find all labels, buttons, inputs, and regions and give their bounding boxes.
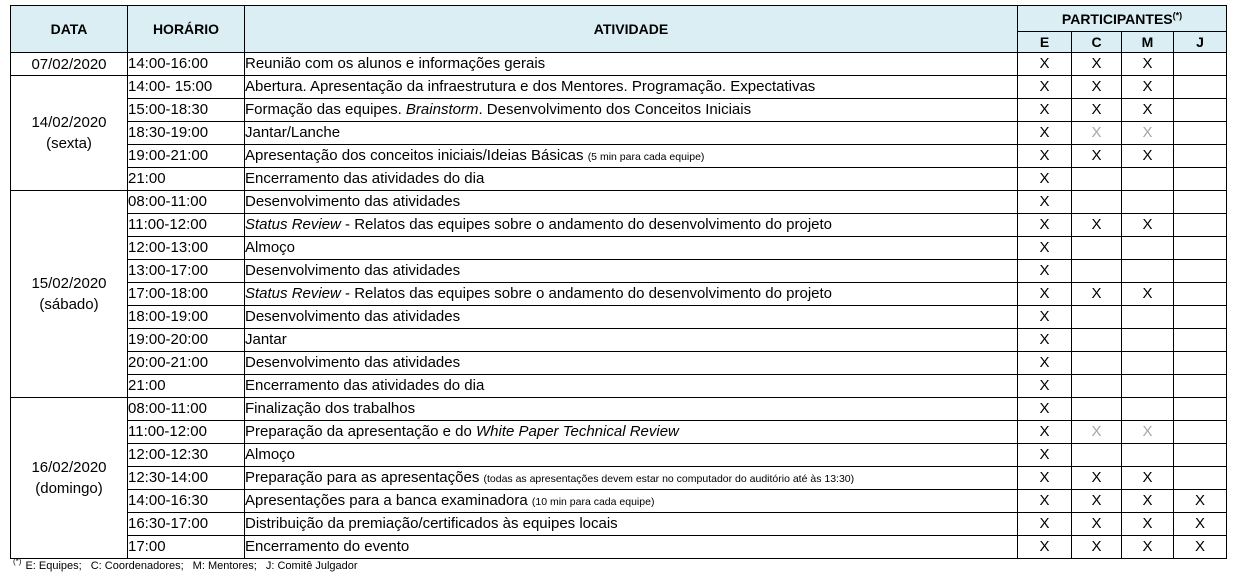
activity-cell (245, 237, 1018, 260)
time-cell: 12:00-12:30 (128, 444, 245, 467)
time-cell: 13:00-17:00 (128, 260, 245, 283)
participant-mark-c (1072, 306, 1122, 329)
participant-mark-e: X (1018, 168, 1072, 191)
participant-mark-m: X (1122, 53, 1174, 76)
activity-cell (245, 145, 1018, 168)
participant-mark-e: X (1018, 260, 1072, 283)
activity-note: (5 min para cada equipe) (587, 150, 705, 163)
activity-text: Desenvolvimento das atividades (245, 354, 461, 371)
participant-mark-j (1174, 168, 1227, 191)
activity-text: Jantar (245, 331, 287, 348)
footnote (13, 559, 367, 574)
schedule-row (11, 306, 1227, 329)
participant-mark-j (1174, 214, 1227, 237)
participant-mark-c (1072, 375, 1122, 398)
date-label: 07/02/2020 (31, 55, 107, 73)
participant-mark-e: X (1018, 99, 1072, 122)
participant-mark-m (1122, 168, 1174, 191)
activity-note: (10 min para cada equipe) (531, 495, 655, 508)
participant-mark-m (1122, 398, 1174, 421)
activity-text: Almoço (245, 446, 296, 463)
participant-mark-e: X (1018, 214, 1072, 237)
activity-text: Reunião com os alunos e informações gerais (245, 55, 546, 72)
weekday-label: (sexta) (46, 135, 92, 152)
participant-mark-m (1122, 260, 1174, 283)
participant-mark-j (1174, 53, 1227, 76)
footnote-item: C: Coordenadores; (90, 560, 184, 572)
participant-mark-m (1122, 375, 1174, 398)
date-cell (11, 53, 128, 76)
time-cell: 14:00- 15:00 (128, 76, 245, 99)
time-cell: 20:00-21:00 (128, 352, 245, 375)
participant-mark-j (1174, 306, 1227, 329)
schedule-row (11, 467, 1227, 490)
participants-label: PARTICIPANTES (1061, 10, 1173, 27)
activity-text: Almoço (245, 239, 296, 256)
activity-text: White Paper Technical Review (476, 423, 679, 440)
activity-cell (245, 260, 1018, 283)
schedule-row (11, 329, 1227, 352)
activity-cell (245, 375, 1018, 398)
participant-mark-e: X (1018, 191, 1072, 214)
participant-mark-m: X (1122, 490, 1174, 513)
schedule-row (11, 513, 1227, 536)
activity-text: Preparação da apresentação e do (245, 423, 476, 440)
participant-mark-e: X (1018, 467, 1072, 490)
time-cell: 11:00-12:00 (128, 421, 245, 444)
participant-mark-e: X (1018, 145, 1072, 168)
participant-mark-c (1072, 329, 1122, 352)
participant-mark-c (1072, 444, 1122, 467)
time-cell: 12:00-13:00 (128, 237, 245, 260)
participant-mark-m: X (1122, 421, 1174, 444)
schedule-row (11, 237, 1227, 260)
activity-cell (245, 398, 1018, 421)
participant-mark-m: X (1122, 467, 1174, 490)
schedule-row (11, 260, 1227, 283)
participant-mark-m: X (1122, 214, 1174, 237)
activity-cell (245, 306, 1018, 329)
activity-cell (245, 214, 1018, 237)
participant-mark-j (1174, 145, 1227, 168)
column-header-time: HORÁRIO (128, 6, 245, 53)
time-cell: 17:00-18:00 (128, 283, 245, 306)
activity-cell (245, 99, 1018, 122)
participants-note-marker: (*) (1172, 9, 1183, 20)
participant-mark-m: X (1122, 76, 1174, 99)
time-cell: 19:00-20:00 (128, 329, 245, 352)
activity-cell (245, 76, 1018, 99)
participant-mark-c (1072, 237, 1122, 260)
participant-mark-e: X (1018, 283, 1072, 306)
participant-mark-j (1174, 398, 1227, 421)
time-cell: 21:00 (128, 375, 245, 398)
activity-text: Desenvolvimento das atividades (245, 193, 461, 210)
column-header-activity: ATIVIDADE (245, 6, 1018, 53)
participant-mark-j: X (1174, 536, 1227, 559)
schedule-row (11, 375, 1227, 398)
participant-mark-j (1174, 283, 1227, 306)
activity-text: Apresentações para a banca examinadora (245, 491, 532, 509)
header-row (11, 6, 1227, 32)
participant-mark-e: X (1018, 352, 1072, 375)
participant-mark-e: X (1018, 536, 1072, 559)
time-cell: 21:00 (128, 168, 245, 191)
participant-mark-e: X (1018, 237, 1072, 260)
schedule-row (11, 168, 1227, 191)
activity-text: Encerramento das atividades do dia (245, 377, 485, 394)
activity-text: Encerramento das atividades do dia (245, 170, 485, 187)
participant-mark-m (1122, 237, 1174, 260)
time-cell: 17:00 (128, 536, 245, 559)
activity-text: Desenvolvimento das atividades (245, 262, 461, 279)
activity-text: Desenvolvimento das atividades (245, 308, 461, 325)
participant-mark-e: X (1018, 513, 1072, 536)
footnote-item: M: Mentores; (192, 560, 257, 572)
footnote-marker: (*) (13, 557, 22, 567)
activity-text: Status Review (245, 285, 341, 302)
schedule-row (11, 536, 1227, 559)
participant-mark-j (1174, 329, 1227, 352)
activity-cell (245, 421, 1018, 444)
participant-mark-j (1174, 76, 1227, 99)
activity-cell (245, 168, 1018, 191)
participant-mark-j (1174, 352, 1227, 375)
column-header-j: J (1174, 32, 1227, 53)
activity-cell (245, 536, 1018, 559)
schedule-body (11, 53, 1227, 559)
activity-text: Brainstorm (405, 101, 479, 118)
schedule-row (11, 145, 1227, 168)
participant-mark-j (1174, 467, 1227, 490)
participant-mark-e: X (1018, 329, 1072, 352)
column-header-c: C (1072, 32, 1122, 53)
activity-note: (todas as apresentações devem estar no computador do auditório até às 13:30) (483, 472, 855, 485)
activity-text: - Relatos das equipes sobre o andamento do desenvolvimento do projeto (340, 216, 833, 233)
schedule-row (11, 283, 1227, 306)
participant-mark-e: X (1018, 122, 1072, 145)
schedule-row (11, 421, 1227, 444)
schedule-row (11, 53, 1227, 76)
participant-mark-m: X (1122, 536, 1174, 559)
time-cell: 14:00-16:30 (128, 490, 245, 513)
time-cell: 18:00-19:00 (128, 306, 245, 329)
activity-cell (245, 490, 1018, 513)
participant-mark-j (1174, 237, 1227, 260)
participant-mark-j (1174, 122, 1227, 145)
participant-mark-c: X (1072, 536, 1122, 559)
column-header-date: DATA (11, 6, 128, 53)
activity-text: Encerramento do evento (245, 538, 410, 555)
participant-mark-j (1174, 99, 1227, 122)
participant-mark-c: X (1072, 145, 1122, 168)
activity-text: Preparação para as apresentações (245, 468, 484, 486)
participant-mark-e: X (1018, 398, 1072, 421)
participant-mark-m: X (1122, 513, 1174, 536)
participant-mark-e: X (1018, 490, 1072, 513)
schedule-row (11, 191, 1227, 214)
participant-mark-j: X (1174, 513, 1227, 536)
time-cell: 14:00-16:00 (128, 53, 245, 76)
weekday-label: (domingo) (35, 480, 103, 497)
activity-cell (245, 444, 1018, 467)
participant-mark-c (1072, 398, 1122, 421)
activity-cell (245, 329, 1018, 352)
participant-mark-j (1174, 421, 1227, 444)
schedule-row (11, 99, 1227, 122)
participant-mark-c (1072, 260, 1122, 283)
column-header-e: E (1018, 32, 1072, 53)
activity-cell (245, 191, 1018, 214)
participant-mark-c (1072, 191, 1122, 214)
participant-mark-j: X (1174, 490, 1227, 513)
activity-cell (245, 513, 1018, 536)
schedule-row (11, 398, 1227, 421)
activity-cell (245, 352, 1018, 375)
time-cell: 19:00-21:00 (128, 145, 245, 168)
participant-mark-c: X (1072, 513, 1122, 536)
date-cell (11, 398, 128, 559)
participant-mark-m (1122, 191, 1174, 214)
activity-text: Abertura. Apresentação da infraestrutura e dos Mentores. Programação. Expectativas (245, 78, 816, 95)
participant-mark-c: X (1072, 421, 1122, 444)
participant-mark-m (1122, 306, 1174, 329)
weekday-label: (sábado) (39, 296, 99, 313)
participant-mark-e: X (1018, 76, 1072, 99)
participant-mark-c: X (1072, 283, 1122, 306)
participant-mark-c: X (1072, 99, 1122, 122)
time-cell: 11:00-12:00 (128, 214, 245, 237)
activity-text: Distribuição da premiação/certificados às equipes locais (245, 515, 618, 532)
participant-mark-m (1122, 352, 1174, 375)
date-label: 16/02/2020 (31, 459, 107, 476)
activity-cell (245, 122, 1018, 145)
schedule-row (11, 76, 1227, 99)
participant-mark-m (1122, 444, 1174, 467)
participant-mark-c: X (1072, 490, 1122, 513)
schedule-table (10, 5, 1227, 559)
time-cell: 12:30-14:00 (128, 467, 245, 490)
participant-mark-c: X (1072, 214, 1122, 237)
time-cell: 15:00-18:30 (128, 99, 245, 122)
activity-cell (245, 467, 1018, 490)
activity-text: Apresentação dos conceitos iniciais/Ideias Básicas (245, 146, 588, 164)
participant-mark-c (1072, 168, 1122, 191)
time-cell: 08:00-11:00 (128, 398, 245, 421)
activity-cell (245, 53, 1018, 76)
participant-mark-e: X (1018, 53, 1072, 76)
column-header-participants (1018, 6, 1227, 32)
participant-mark-m (1122, 329, 1174, 352)
activity-text: . Desenvolvimento dos Conceitos Iniciais (478, 101, 752, 118)
activity-text: Formação das equipes. (245, 101, 406, 118)
participant-mark-c (1072, 352, 1122, 375)
participant-mark-c: X (1072, 76, 1122, 99)
time-cell: 16:30-17:00 (128, 513, 245, 536)
participant-mark-e: X (1018, 306, 1072, 329)
schedule-row (11, 122, 1227, 145)
activity-text: - Relatos das equipes sobre o andamento do desenvolvimento do projeto (340, 285, 833, 302)
activity-cell (245, 283, 1018, 306)
participant-mark-j (1174, 444, 1227, 467)
schedule-row (11, 214, 1227, 237)
date-cell (11, 76, 128, 191)
participant-mark-e: X (1018, 375, 1072, 398)
date-cell (11, 191, 128, 398)
participant-mark-j (1174, 260, 1227, 283)
participant-mark-m: X (1122, 99, 1174, 122)
date-label: 14/02/2020 (31, 114, 107, 131)
column-header-m: M (1122, 32, 1174, 53)
activity-text: Status Review (245, 216, 341, 233)
participant-mark-e: X (1018, 421, 1072, 444)
participant-mark-m: X (1122, 122, 1174, 145)
schedule-row (11, 444, 1227, 467)
participant-mark-c: X (1072, 467, 1122, 490)
participant-mark-e: X (1018, 444, 1072, 467)
activity-text: Finalização dos trabalhos (245, 400, 416, 417)
time-cell: 18:30-19:00 (128, 122, 245, 145)
activity-text: Jantar/Lanche (245, 124, 341, 141)
participant-mark-j (1174, 375, 1227, 398)
time-cell: 08:00-11:00 (128, 191, 245, 214)
date-label: 15/02/2020 (31, 275, 107, 292)
participant-mark-c: X (1072, 53, 1122, 76)
schedule-row (11, 490, 1227, 513)
participant-mark-c: X (1072, 122, 1122, 145)
footnote-item: E: Equipes; (25, 560, 82, 572)
footnote-item: J: Comitê Julgador (265, 560, 358, 572)
participant-mark-m: X (1122, 145, 1174, 168)
participant-mark-j (1174, 191, 1227, 214)
schedule-row (11, 352, 1227, 375)
participant-mark-m: X (1122, 283, 1174, 306)
